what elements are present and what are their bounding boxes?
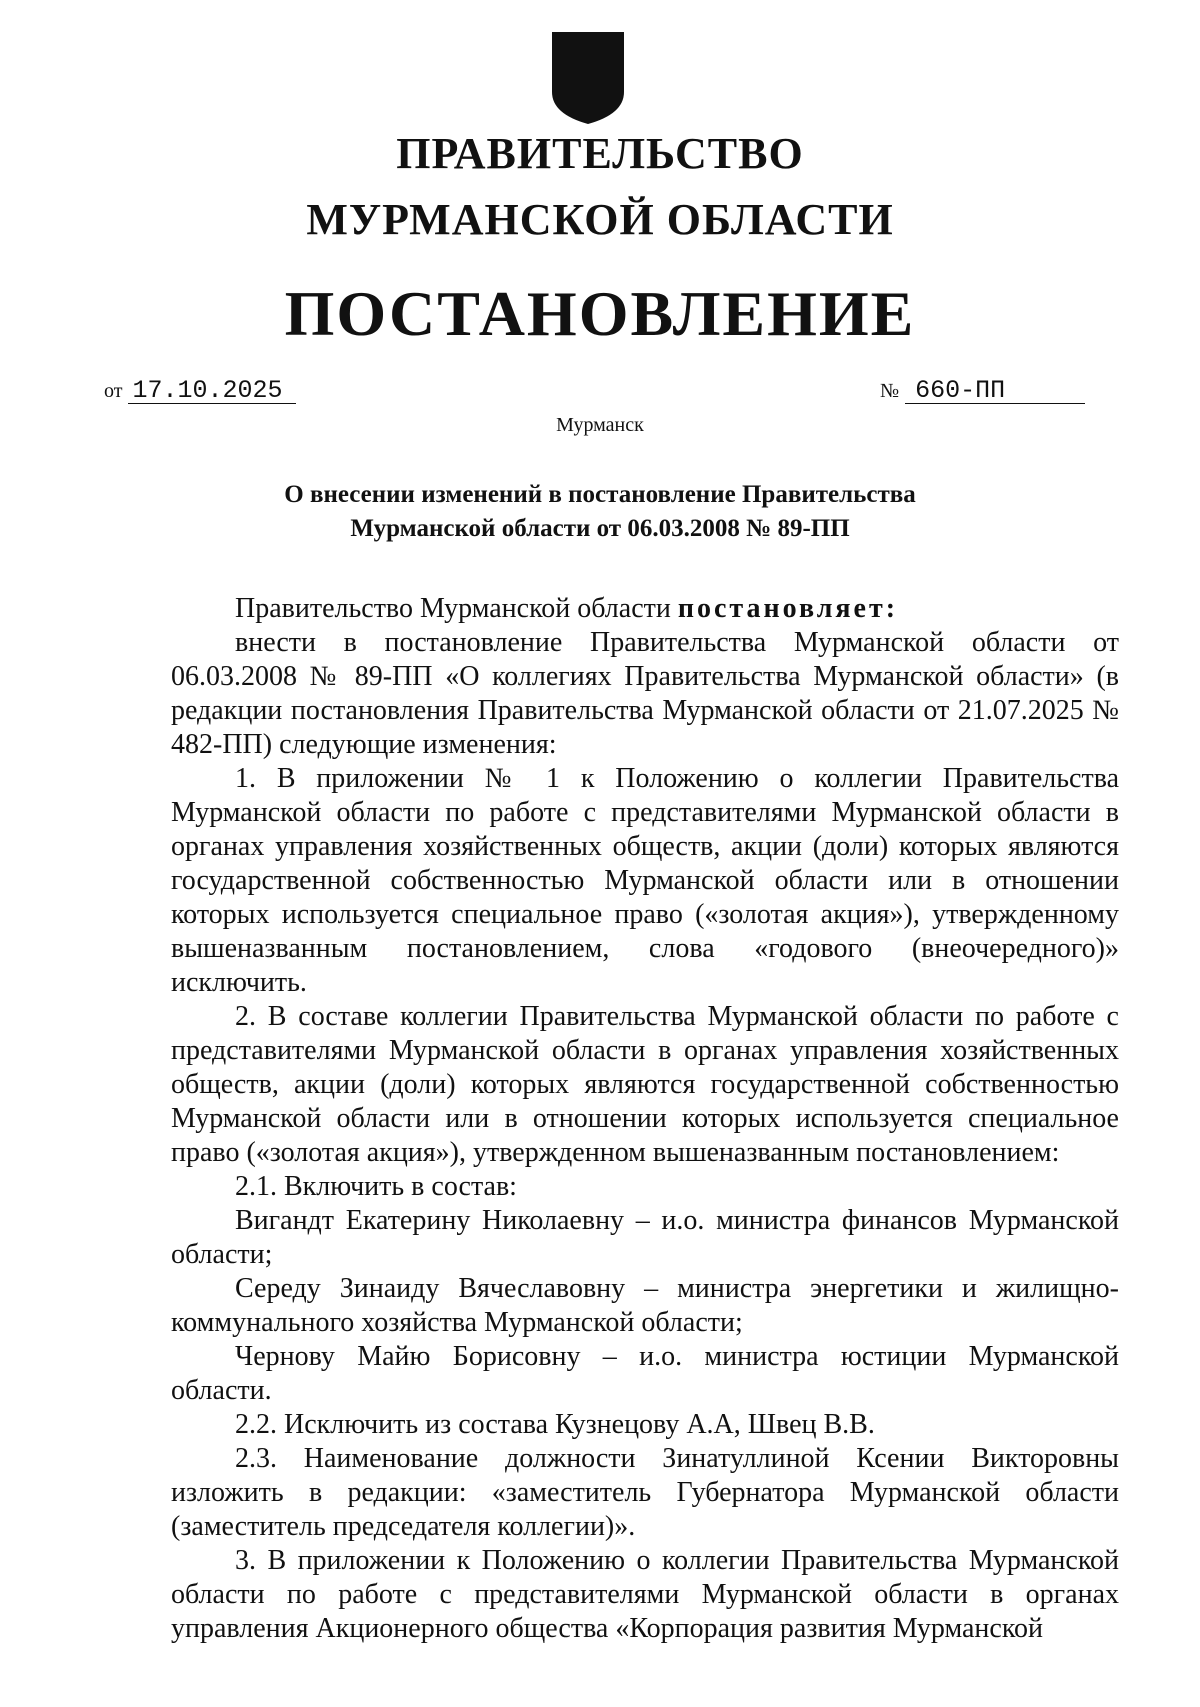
number-prefix: № bbox=[880, 380, 900, 402]
paragraph: 1. В приложении № 1 к Положению о коллегии Правительства Мурманской области по работе с представителями Мурманской области в органах управления хозяйственных обществ, акции (доли) которых являются государственной собственностью Мурманской области или в отношении которых используется специальное право («золотая акция»), утвержденному вышеназванным постановлением, слова «годового (внеочередного)» исключить. bbox=[171, 763, 1119, 998]
intro-paragraph bbox=[171, 592, 1119, 626]
number-value: 660-ПП bbox=[905, 378, 1085, 404]
document-type: ПОСТАНОВЛЕНИЕ bbox=[284, 278, 916, 349]
paragraph: 2.2. Исключить из состава Кузнецову А.А, Швец В.В. bbox=[235, 1409, 875, 1440]
paragraph: Чернову Майю Борисовну – и.о. министра юстиции Мурманской области. bbox=[171, 1341, 1119, 1406]
paragraph: 2.3. Наименование должности Зинатуллиной Ксении Викторовны изложить в редакции: «заместитель Губернатора Мурманской области (заместитель председателя коллегии)». bbox=[171, 1443, 1119, 1542]
paragraph: Середу Зинаиду Вячеславовну – министра энергетики и жилищно-коммунального хозяйства Мурманской области; bbox=[171, 1273, 1119, 1338]
paragraph: внести в постановление Правительства Мурманской области от 06.03.2008 № 89-ПП «О коллегиях Правительства Мурманской области» (в редакции постановления Правительства Мурманской области от 21.07.2025 № 482-ПП) следующие изменения: bbox=[171, 627, 1119, 760]
paragraph: 3. В приложении к Положению о коллегии Правительства Мурманской области по работе с представителями Мурманской области в органах управления Акционерного общества «Корпорация развития Мурманской bbox=[171, 1545, 1119, 1644]
document-body bbox=[171, 592, 1119, 1646]
paragraph: 2. В составе коллегии Правительства Мурманской области по работе с представителями Мурманской области в органах управления хозяйственных обществ, акции (доли) которых являются государственной собственностью Мурманской области или в отношении которых используется специальное право («золотая акция»), утвержденном вышеназванным постановлением: bbox=[171, 1001, 1119, 1168]
paragraph: 2.1. Включить в состав: bbox=[235, 1171, 517, 1202]
subject-line2: Мурманской области от 06.03.2008 № 89-ПП bbox=[350, 515, 850, 542]
date-value: 17.10.2025 bbox=[128, 378, 296, 404]
document-subject bbox=[0, 478, 1200, 546]
paragraph: Вигандт Екатерину Николаевну – и.о. министра финансов Мурманской области; bbox=[171, 1205, 1119, 1270]
city: Мурманск bbox=[556, 414, 644, 436]
org-name-line1: ПРАВИТЕЛЬСТВО bbox=[396, 129, 804, 178]
subject-line1: О внесении изменений в постановление Правительства bbox=[284, 481, 916, 508]
org-name-line2: МУРМАНСКОЙ ОБЛАСТИ bbox=[306, 195, 894, 244]
intro-text: Правительство Мурманской области bbox=[235, 593, 671, 624]
intro-resolves: постановляет: bbox=[677, 593, 899, 624]
document-date bbox=[104, 378, 296, 404]
document-number bbox=[880, 378, 1085, 404]
coat-of-arms-icon bbox=[548, 30, 628, 126]
date-prefix: от bbox=[104, 380, 123, 402]
